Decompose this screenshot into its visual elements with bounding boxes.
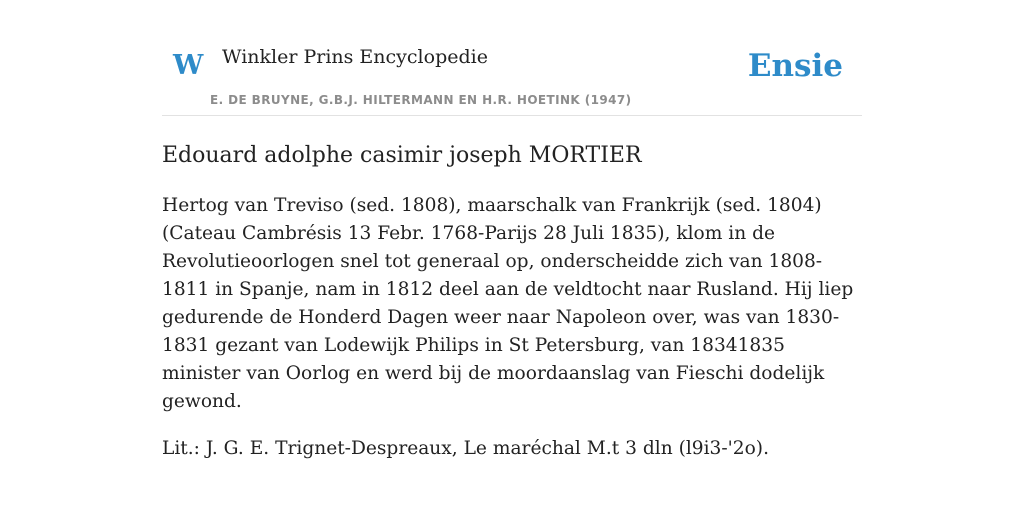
article-body: Hertog van Treviso (sed. 1808), maarschalk van Frankrijk (sed. 1804) (Cateau Cambrésis 13 Febr. 1768-Parijs 28 Juli 1835), klom in de Revolutieoorlogen snel tot generaal op, onderscheidde zich van 1808-1811 in Spanje, nam in 1812 deel aan de veldtocht naar Rusland. Hij liep gedurende de Honderd Dagen weer naar Napoleon over, was van 1830-1831 gezant van Lodewijk Philips in St Petersburg, van 18341835 minister van Oorlog en werd bij de moordaanslag van Fieschi dodelijk gewond. [162,195,854,412]
ensie-logo-link[interactable]: Ensie [747,48,843,84]
page-container [162,0,862,463]
source-authors: E. DE BRUYNE, G.B.J. HILTERMANN EN H.R. HOETINK (1947) [210,93,632,107]
source-header [162,0,862,116]
source-title[interactable]: Winkler Prins Encyclopedie [222,46,488,68]
w-logo-icon[interactable]: W [173,50,204,81]
article-title: Edouard adolphe casimir joseph MORTIER [162,143,642,168]
literature-reference: Lit.: J. G. E. Trignet-Despreaux, Le maréchal M.t 3 dln (l9i3-'2o). [162,438,769,459]
